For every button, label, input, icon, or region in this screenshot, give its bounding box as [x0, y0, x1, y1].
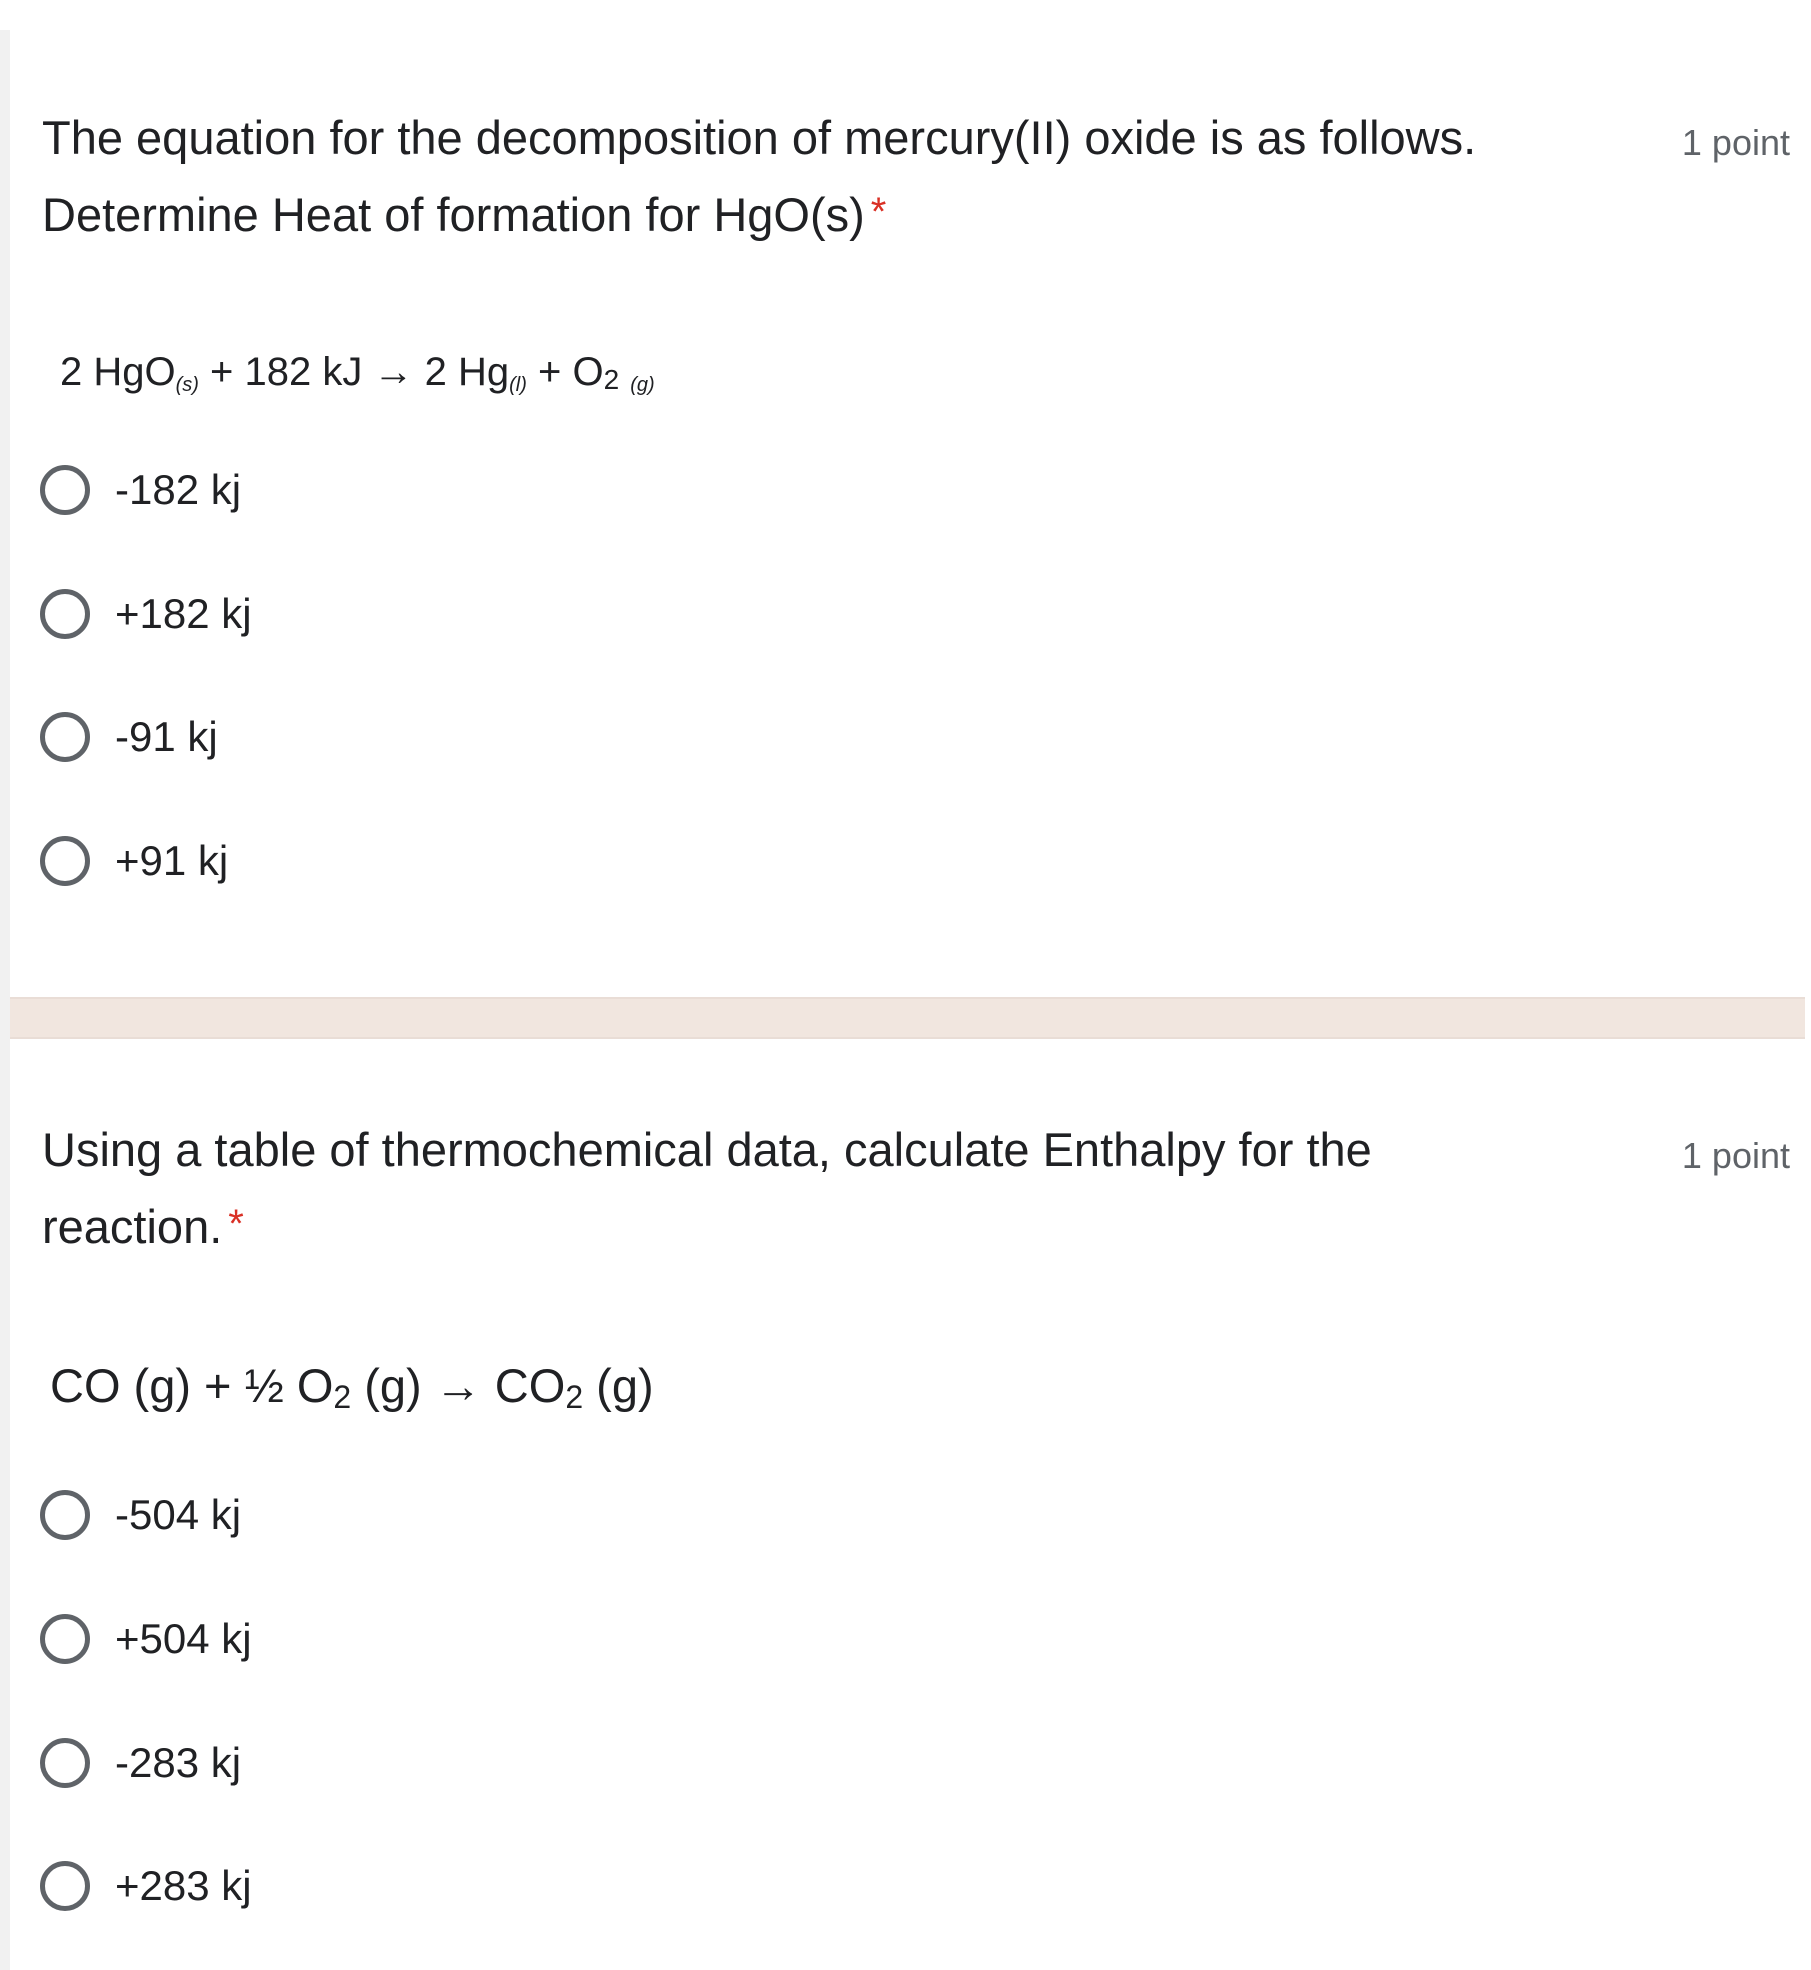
equation-subscript: 2: [603, 364, 620, 395]
equation-subscript: (s): [175, 374, 199, 396]
radio-option[interactable]: [40, 702, 218, 772]
radio-button[interactable]: [40, 1738, 90, 1788]
required-marker: *: [870, 190, 887, 234]
reaction-equation: [60, 350, 655, 397]
option-label: -504 kj: [115, 1491, 242, 1538]
equation-part: (g): [583, 1359, 654, 1412]
points-label: 1 point: [1681, 122, 1790, 163]
radio-button[interactable]: [40, 465, 90, 515]
reaction-equation: [50, 1358, 654, 1416]
question-title-line1: Using a table of thermochemical data, calculate Enthalpy for the: [42, 1123, 1372, 1176]
radio-button[interactable]: [40, 1490, 90, 1540]
question-card-1: [10, 30, 1805, 995]
radio-button[interactable]: [40, 589, 90, 639]
option-label: -283 kj: [115, 1739, 242, 1786]
radio-option[interactable]: [40, 826, 228, 896]
option-label: +182 kj: [115, 590, 252, 637]
equation-subscript: (l): [509, 374, 527, 396]
page-edge: [0, 30, 10, 1970]
radio-button[interactable]: [40, 1614, 90, 1664]
section-divider: [10, 997, 1805, 1039]
radio-option[interactable]: [40, 579, 252, 649]
question-title-line2: [42, 175, 1622, 252]
question-title: [42, 1112, 1622, 1264]
option-label: -91 kj: [115, 713, 218, 760]
question-card-2: [10, 1040, 1805, 1970]
question-title-line2: [42, 1187, 1622, 1264]
question-title-text: Determine Heat of formation for HgO(s): [42, 188, 865, 241]
equation-part: CO (g) + ½ O: [50, 1359, 334, 1412]
radio-button[interactable]: [40, 836, 90, 886]
option-label: -182 kj: [115, 466, 242, 513]
question-title-line1: The equation for the decomposition of mercury(II) oxide is as follows.: [42, 111, 1477, 164]
points-label: 1 point: [1681, 1135, 1790, 1176]
radio-option[interactable]: [40, 1851, 252, 1921]
option-label: +91 kj: [115, 837, 229, 884]
radio-button[interactable]: [40, 712, 90, 762]
option-label: +504 kj: [115, 1615, 252, 1662]
radio-option[interactable]: [40, 1728, 241, 1798]
equation-subscript: (g): [630, 374, 655, 396]
radio-button[interactable]: [40, 1861, 90, 1911]
equation-part: (g) → CO: [351, 1359, 566, 1412]
radio-option[interactable]: [40, 1604, 252, 1674]
question-title-text: reaction.: [42, 1200, 223, 1253]
equation-part: + O: [526, 350, 604, 394]
radio-option[interactable]: [40, 1480, 241, 1550]
required-marker: *: [228, 1202, 244, 1246]
equation-part: + 182 kJ → 2 Hg: [198, 350, 510, 394]
equation-subscript: 2: [333, 1379, 352, 1415]
radio-option[interactable]: [40, 455, 241, 525]
equation-part: 2 HgO: [60, 350, 176, 394]
option-label: +283 kj: [115, 1862, 252, 1909]
equation-subscript: 2: [565, 1379, 584, 1415]
question-title: [42, 100, 1622, 252]
